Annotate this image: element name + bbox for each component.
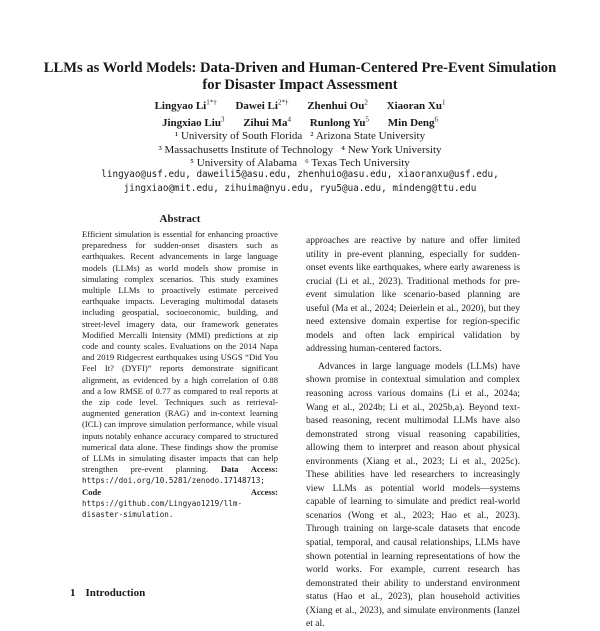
body-paragraph: approaches are reactive by nature and offer limited utility in pre-event planning, especially for sudden-onset events like earthquakes, where early awareness is crucial (Li et al., 2023). Traditional methods for pre-event simulation like scenario-based planning are useful (Ma et al., 2024; Deierlein et al., 2020), but they need extensive domain expertise for region-specific models and often lack empirical validation by addressing human-centered factors.	[306, 235, 520, 355]
author-name: Zihui Ma$^4$	[243, 115, 292, 129]
author-emails	[40, 168, 560, 196]
affiliation-line: ³ Massachusetts Institute of Technology ⁴ New York University	[158, 143, 442, 156]
right-column	[306, 234, 520, 631]
author-name: Min Deng$^6$	[387, 115, 439, 129]
author-name: Dawei $Li^{2*\dagger}$	[235, 98, 289, 112]
abstract-body	[82, 229, 278, 520]
author-name: Runlong Yu$^5$	[309, 115, 370, 129]
author-name: Xiaoran Xu$^1$	[386, 98, 446, 112]
author-name: Zhenhui Ou$^2$	[307, 98, 368, 112]
abstract-heading: Abstract	[159, 213, 201, 225]
email-line: jingxiao@mit.edu, zihuima@nyu.edu, ryu5@ua.edu, mindeng@ttu.edu	[123, 183, 477, 194]
affiliation-line: ⁵ University of Alabama ⁶ Texas Tech University	[190, 156, 410, 169]
introduction-heading	[70, 586, 145, 600]
data-access-link[interactable]: https://doi.org/10.5281/zenodo.17148713;	[82, 476, 265, 486]
section-title: Introduction	[85, 587, 146, 599]
author-row	[40, 96, 560, 113]
author-block	[40, 96, 560, 170]
section-number: 1	[70, 587, 76, 599]
author-name: Lingyao $Li^{1*\dagger}$	[154, 98, 217, 112]
paper-title: LLMs as World Models: Data-Driven and Human-Centered Pre-Event Simulation for Disaster Impact Assessment	[43, 60, 557, 93]
affiliation-line: ¹ University of South Florida ² Arizona State University	[174, 130, 426, 143]
data-access-label: Data Access:	[220, 464, 278, 475]
email-line: lingyao@usf.edu, daweili5@asu.edu, zhenhuio@asu.edu, xiaoranxu@usf.edu,	[101, 169, 499, 180]
abstract-section	[82, 212, 278, 520]
code-access-link[interactable]: https://github.com/Lingyao1219/llm-disaster-simulation.	[82, 498, 243, 520]
body-paragraph: Advances in large language models (LLMs) have shown promise in contextual simulation and complex reasoning across various domains (Li et al., 2024a; Wang et al., 2024b; Li et al., 2025b,a). Beyond text-based reasoning, recent multimodal LLMs have also demonstrated strong visual reasoning capabilities, allowing them to interpret and reason about physical environments (Xiang et al., 2023; Li et al., 2025c). These abilities have led researchers to increasingly view LLMs as potential world models—systems capable of learning to simulate and predict real-world scenarios (Wong et al., 2023; Hao et al., 2023). Through training on large-scale datasets that encode spatial, temporal, and causal relationships, LLMs have shown potential in learning representations of how the world works. For example, current research has demonstrated their ability to understand environment status (Hao et al., 2023), plan household activities (Xiang et al., 2023), and simulate environments (Ianzel et al.	[306, 360, 520, 630]
code-access-label: Code Access:	[82, 486, 278, 497]
author-row	[40, 113, 560, 130]
author-name: Jingxiao Liu$^3$	[161, 115, 225, 129]
abstract-text: Efficient simulation is essential for enhancing proactive preparedness for sudden-onset disasters such as earthquakes. Recent advancements in large language models (LLMs) as world models show promise in simulating complex scenarios. This study examines multiple LLMs to proactively estimate perceived earthquake impacts. Leveraging multimodal datasets including geospatial, socioeconomic, building, and street-level imagery data, our framework generates Modified Mercalli Intensity (MMI) predictions at zip code and county scales. Evaluations on the 2014 Napa and 2019 Ridgecrest earthquakes using USGS “Did You Feel It? (DYFI)” reports demonstrate significant alignment, as evidenced by a high correlation of 0.88 and a low RMSE of 0.77 as compared to real reports at the zip code level. Techniques such as retrieval-augmented generation (RAG) and in-context learning (ICL) can improve simulation performance, while visual inputs notably enhance accuracy compared to structured numerical data alone. These findings show the promise of LLMs in simulating disaster impacts that can help strengthen pre-event planning.	[82, 229, 278, 475]
